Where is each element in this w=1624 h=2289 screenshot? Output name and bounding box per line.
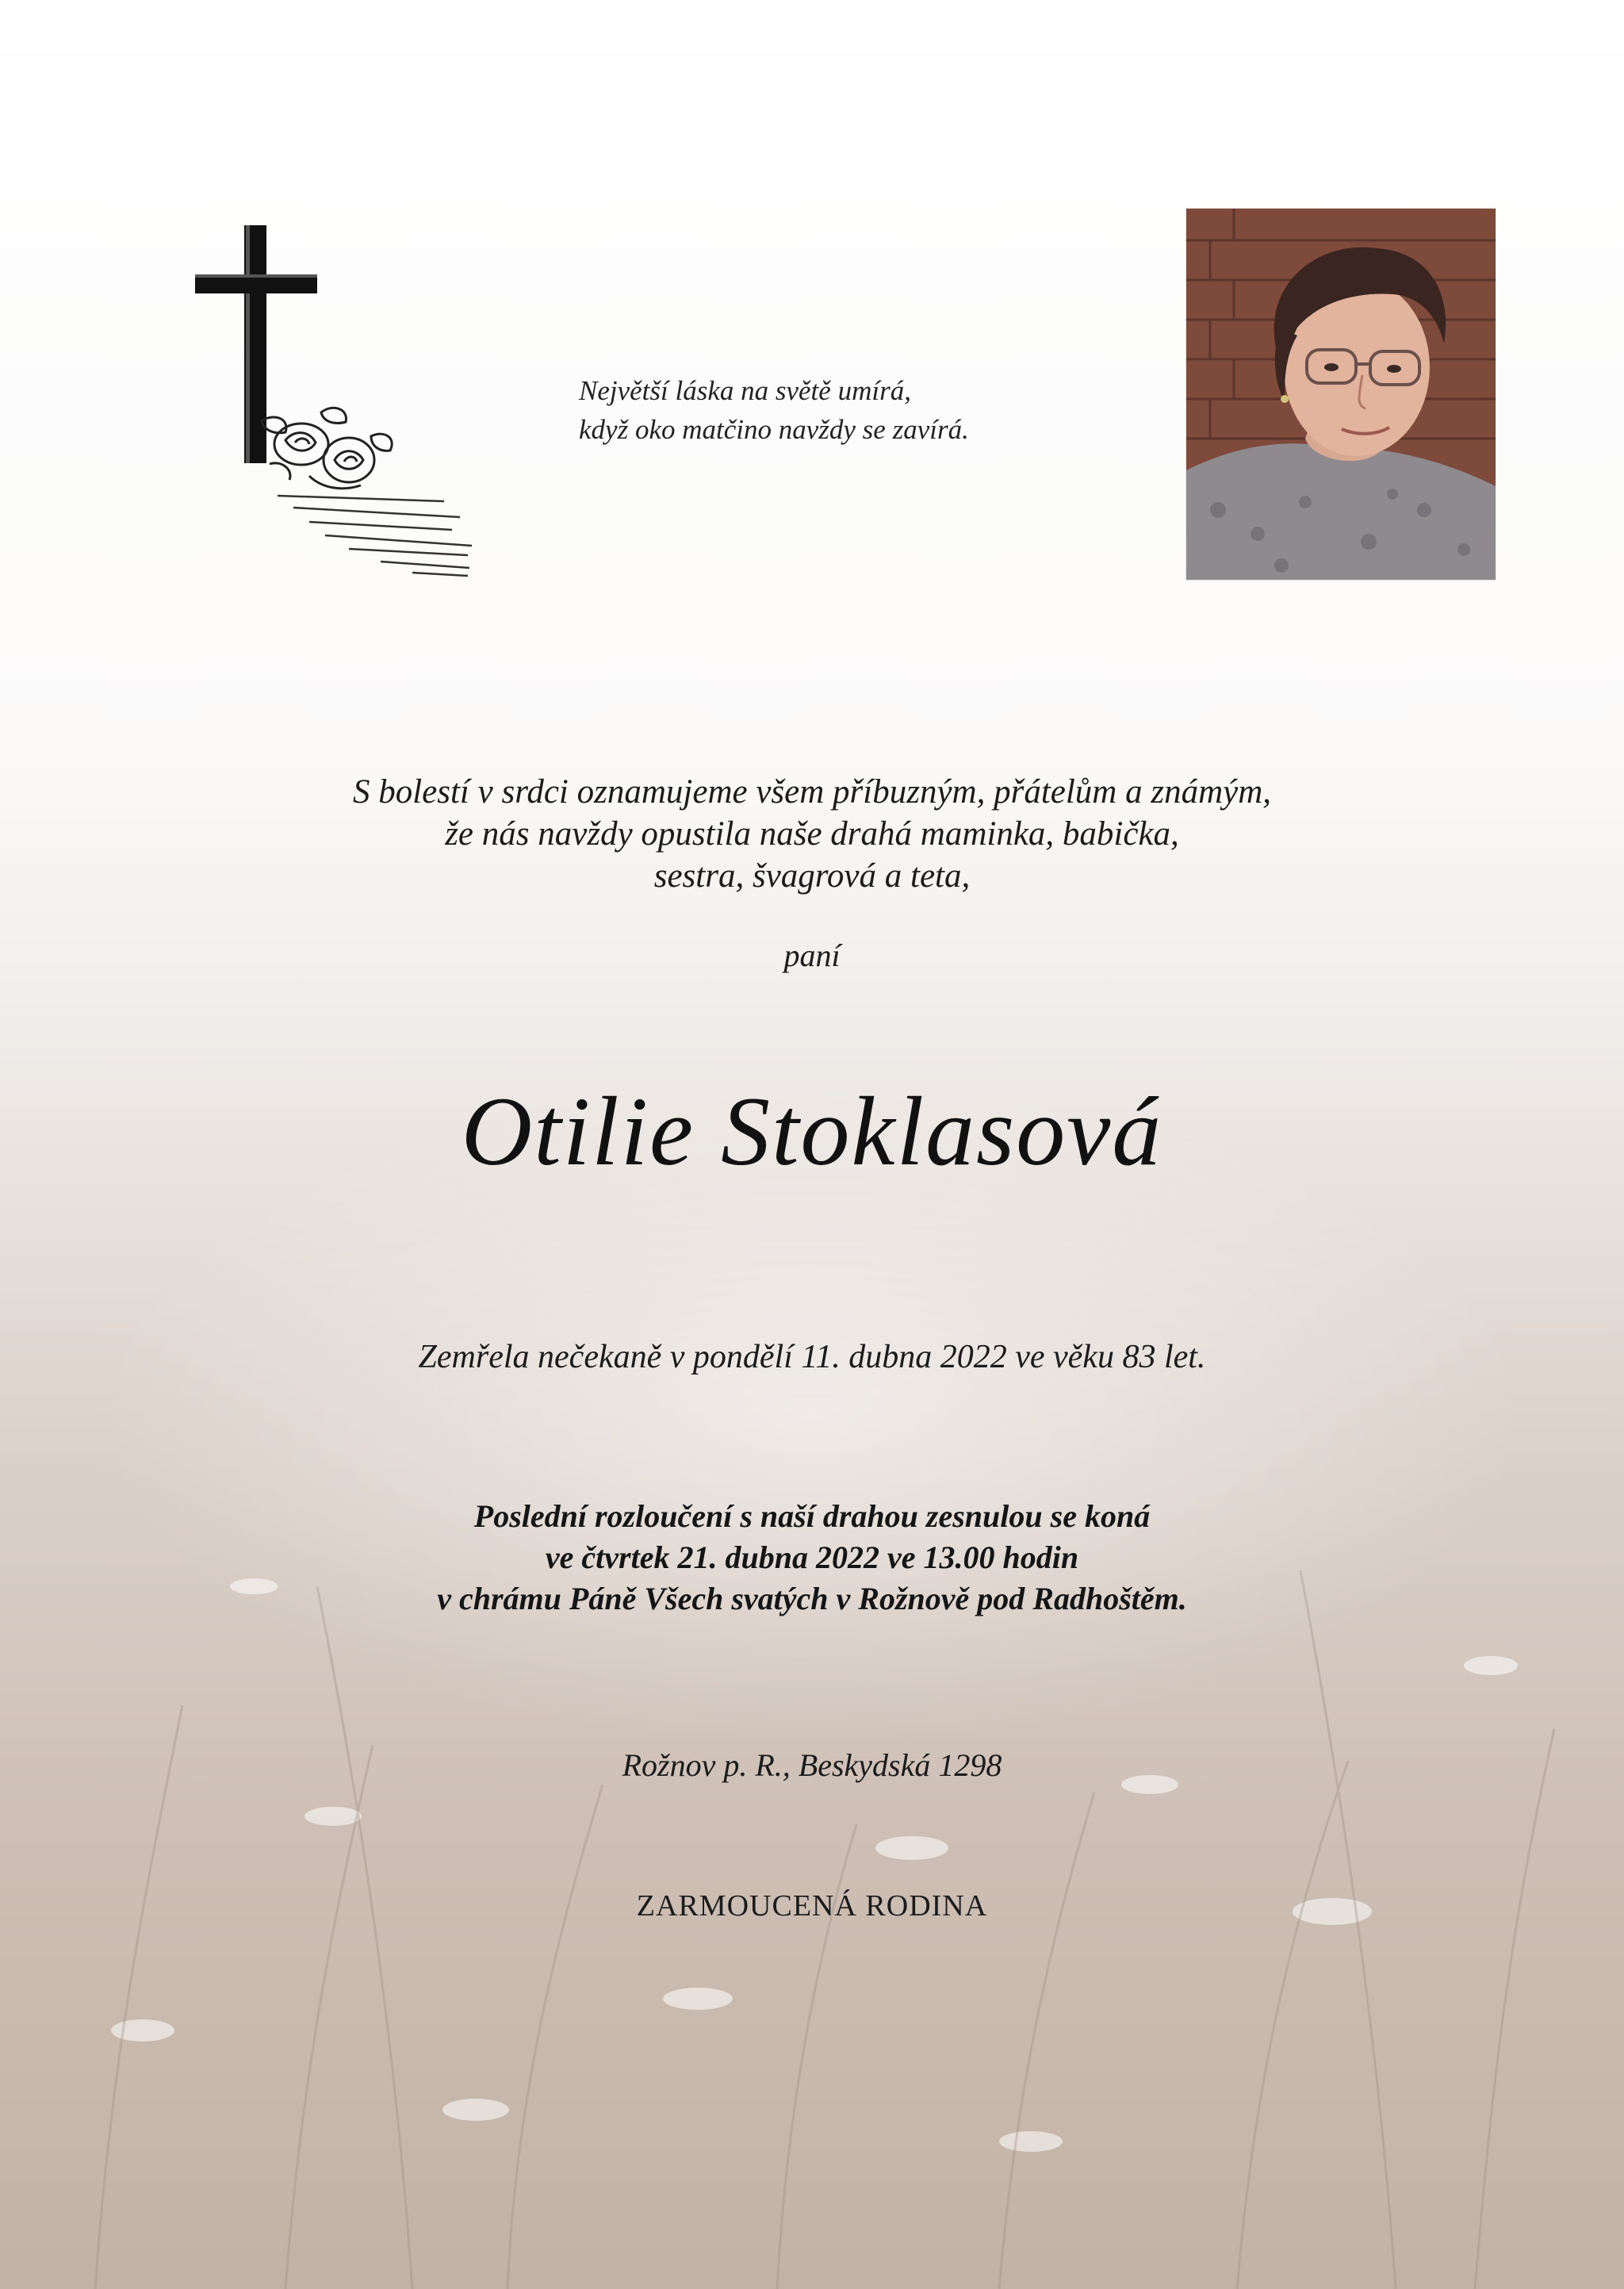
verse-line: když oko matčino navždy se zavírá. [579,414,969,445]
death-notice: Zemřela nečekaně v pondělí 11. dubna 2022 ve věku 83 let. [418,1339,1206,1375]
farewell-details [0,1496,1624,1620]
verse-line: Největší láska na světě umírá, [579,375,911,406]
intro-line: sestra, švagrová a teta, [653,857,971,895]
salutation: paní [783,937,841,973]
deceased-name: Otilie Stoklasová [461,1077,1163,1186]
portrait-photo [1186,209,1496,580]
memorial-verse [579,371,1055,449]
farewell-line: ve čtvrtek 21. dubna 2022 ve 13.00 hodin [545,1539,1079,1575]
cross-with-roses-icon [190,222,484,587]
family-signature: ZARMOUCENÁ RODINA [636,1889,988,1923]
intro-line: že nás navždy opustila naše drahá maminka, babička, [445,815,1179,853]
intro-line: S bolestí v srdci oznamujeme všem příbuzným, přátelům a známým, [352,773,1272,811]
announcement-intro [0,771,1624,897]
family-address: Rožnov p. R., Beskydská 1298 [622,1747,1002,1783]
farewell-line: v chrámu Páně Všech svatých v Rožnově pod Radhoštěm. [437,1581,1187,1616]
farewell-line: Poslední rozloučení s naší drahou zesnulou se koná [473,1498,1151,1534]
